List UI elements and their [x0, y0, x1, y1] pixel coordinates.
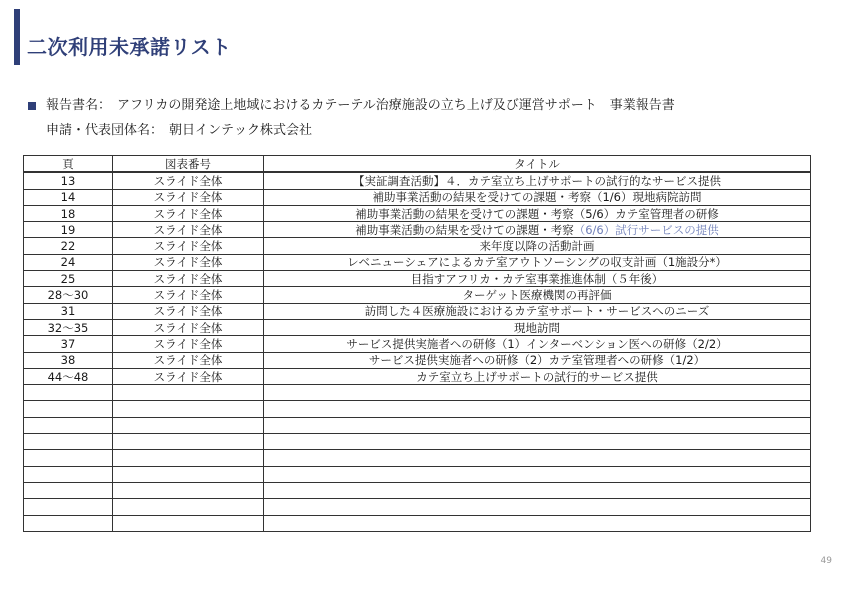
cell-page: 38 [24, 352, 113, 368]
cell-page: 14 [24, 189, 113, 205]
report-name-label: 報告書名： [46, 98, 112, 113]
empty-cell [113, 417, 264, 433]
table-row [24, 368, 811, 384]
cell-page: 32～35 [24, 319, 113, 335]
empty-cell [264, 417, 811, 433]
cell-figure-number: スライド全体 [113, 205, 264, 221]
table-row [24, 303, 811, 319]
page-number: 49 [820, 556, 832, 566]
empty-table-row [24, 482, 811, 498]
cell-title-text: サービス提供実施者への研修（2）カテ室管理者への研修（1/2） [368, 353, 706, 368]
square-bullet-icon [28, 102, 36, 110]
empty-cell [113, 401, 264, 417]
cell-title-text: レベニューシェアによるカテ室アウトソーシングの収支計画（1施設分*） [347, 255, 727, 270]
cell-title-highlight: （6/6）試行サービスの提供 [573, 222, 719, 237]
empty-cell [113, 515, 264, 531]
applicant-row [28, 121, 675, 141]
table-row [24, 319, 811, 335]
report-name-value: アフリカの開発途上地域におけるカテーテル治療施設の立ち上げ及び運営サポート 事業報告書 [117, 98, 675, 113]
header-title: タイトル [264, 156, 811, 173]
empty-cell [24, 450, 113, 466]
empty-cell [264, 385, 811, 401]
cell-title [264, 336, 811, 352]
cell-page: 22 [24, 238, 113, 254]
table-body [24, 172, 811, 531]
empty-cell [24, 499, 113, 515]
cell-title [264, 319, 811, 335]
cell-page: 31 [24, 303, 113, 319]
empty-table-row [24, 401, 811, 417]
empty-cell [24, 417, 113, 433]
cell-page: 44～48 [24, 368, 113, 384]
cell-title-text: カテ室立ち上げサポートの試行的サービス提供 [416, 369, 658, 384]
cell-title [264, 205, 811, 221]
cell-figure-number: スライド全体 [113, 368, 264, 384]
empty-cell [264, 515, 811, 531]
cell-title [264, 189, 811, 205]
applicant-value: 朝日インテック株式会社 [169, 123, 313, 138]
empty-cell [24, 385, 113, 401]
empty-cell [264, 466, 811, 482]
report-name-row [28, 96, 675, 116]
cell-figure-number: スライド全体 [113, 336, 264, 352]
empty-cell [264, 401, 811, 417]
cell-figure-number: スライド全体 [113, 319, 264, 335]
cell-figure-number: スライド全体 [113, 287, 264, 303]
cell-title-text: サービス提供実施者への研修（1）インターベンション医への研修（2/2） [346, 336, 728, 351]
title-accent-bar [14, 9, 20, 65]
table-header-row [24, 156, 811, 173]
table-row [24, 222, 811, 238]
cell-page: 28～30 [24, 287, 113, 303]
empty-cell [264, 434, 811, 450]
empty-table-row [24, 450, 811, 466]
cell-figure-number: スライド全体 [113, 271, 264, 287]
empty-cell [24, 401, 113, 417]
empty-cell [113, 385, 264, 401]
table-row [24, 189, 811, 205]
cell-figure-number: スライド全体 [113, 172, 264, 189]
cell-title-text: 補助事業活動の結果を受けての課題・考察 [355, 222, 574, 237]
cell-title [264, 352, 811, 368]
empty-cell [113, 466, 264, 482]
empty-table-row [24, 466, 811, 482]
cell-title-text: 【実証調査活動】４．カテ室立ち上げサポートの試行的なサービス提供 [353, 173, 721, 188]
empty-table-row [24, 385, 811, 401]
empty-table-row [24, 434, 811, 450]
cell-title-text: 補助事業活動の結果を受けての課題・考察（5/6）カテ室管理者の研修 [355, 206, 719, 221]
cell-figure-number: スライド全体 [113, 303, 264, 319]
cell-page: 37 [24, 336, 113, 352]
cell-title [264, 287, 811, 303]
empty-cell [24, 466, 113, 482]
cell-title-text: 現地訪問 [514, 320, 560, 335]
empty-table-row [24, 417, 811, 433]
header-figure-number: 図表番号 [113, 156, 264, 173]
cell-title [264, 172, 811, 189]
cell-title [264, 238, 811, 254]
table-row [24, 172, 811, 189]
cell-page: 25 [24, 271, 113, 287]
cell-figure-number: スライド全体 [113, 254, 264, 270]
cell-figure-number: スライド全体 [113, 238, 264, 254]
cell-figure-number: スライド全体 [113, 189, 264, 205]
empty-cell [24, 434, 113, 450]
empty-table-row [24, 515, 811, 531]
cell-title-text: 補助事業活動の結果を受けての課題・考察（1/6）現地病院訪問 [372, 190, 702, 205]
empty-table-row [24, 499, 811, 515]
cell-title-text: 来年度以降の活動計画 [479, 239, 595, 254]
cell-title [264, 222, 811, 238]
cell-title [264, 271, 811, 287]
empty-cell [264, 499, 811, 515]
table-row [24, 238, 811, 254]
cell-title-text: 訪問した４医療施設におけるカテ室サポート・サービスへのニーズ [364, 304, 710, 319]
table-row [24, 205, 811, 221]
empty-cell [113, 450, 264, 466]
cell-title [264, 303, 811, 319]
table-row [24, 352, 811, 368]
empty-cell [264, 482, 811, 498]
empty-cell [24, 515, 113, 531]
table-row [24, 271, 811, 287]
empty-cell [113, 499, 264, 515]
cell-page: 13 [24, 172, 113, 189]
empty-cell [113, 434, 264, 450]
applicant-label: 申請・代表団体名： [46, 123, 164, 138]
cell-title-text: 目指すアフリカ・カテ室事業推進体制（５年後） [410, 271, 664, 286]
cell-title [264, 254, 811, 270]
report-info [28, 96, 675, 141]
cell-title [264, 368, 811, 384]
empty-cell [264, 450, 811, 466]
empty-cell [24, 482, 113, 498]
cell-page: 18 [24, 205, 113, 221]
header-page: 頁 [24, 156, 113, 173]
cell-title-text: ターゲット医療機関の再評価 [462, 288, 612, 303]
page-title: 二次利用未承諾リスト [27, 35, 232, 59]
empty-cell [113, 482, 264, 498]
table-row [24, 254, 811, 270]
cell-figure-number: スライド全体 [113, 352, 264, 368]
cell-page: 19 [24, 222, 113, 238]
table-row [24, 287, 811, 303]
cell-page: 24 [24, 254, 113, 270]
unapproved-list-table [23, 155, 811, 532]
table-row [24, 336, 811, 352]
cell-figure-number: スライド全体 [113, 222, 264, 238]
